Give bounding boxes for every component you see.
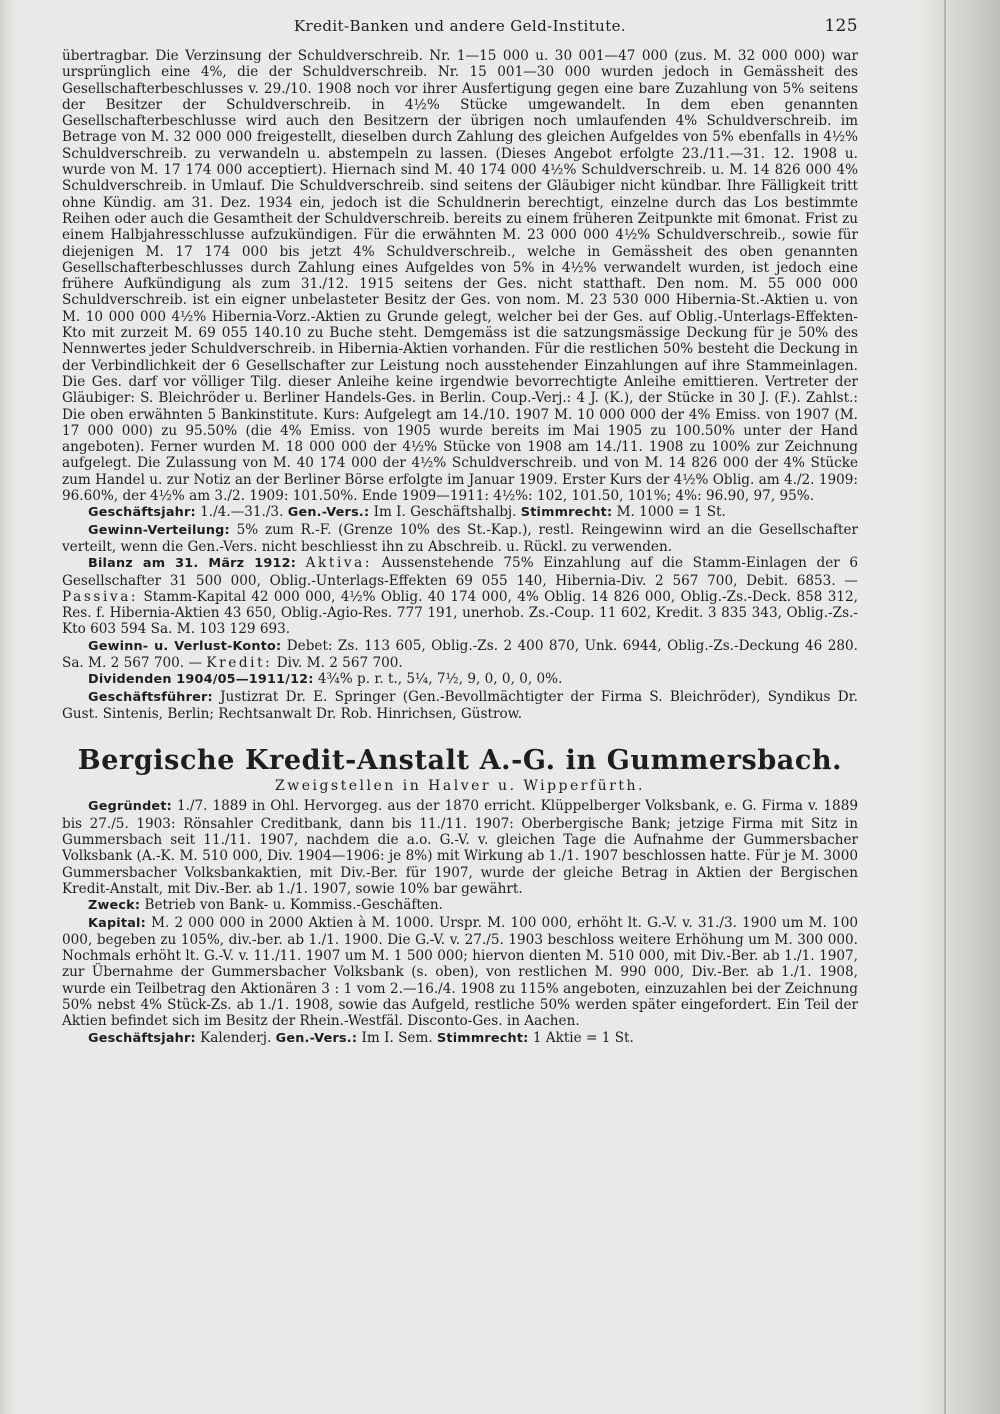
gv-label: Gen.-Vers.: — [275, 1030, 358, 1046]
genvers-value: Im I. Geschäftshalbj. — [369, 504, 521, 521]
bond-description-paragraph: übertragbar. Die Verzinsung der Schuldverschreib. Nr. 1—15 000 u. 30 001—47 000 (zus. M. 32 000 000) war ursprünglich eine 4%, die der Schuldverschreib. Nr. 15 001—30 000 wurden jedoch in Gemässheit des Gesellschafterbeschlusses v. 29./10. 1908 noch vor ihrer Ausfertigung gegen eine bare Zuzahlung von 5% seitens der Besitzer der Schuldverschreib. in 4½% Stücke umgewandelt. In dem eben genannten Gesellschafterbeschlusse wird auch den Besitzern der übrigen noch umlaufenden 4% Schuldverschreib. im Betrage von M. 32 000 000 freigestellt, dieselben durch Zahlung des gleichen Aufgeldes von 5% ebenfalls in 4½% Schuldverschreib. zu verwandeln u. abstempeln zu lassen. (Dieses Angebot erfolgte 23./11.—31. 12. 1908 u. wurde von M. 17 174 000 acceptiert). Hiernach sind M. 40 174 000 4½% Schuldverschreib. u. M. 14 826 000 4% Schuldverschreib. in Umlauf. Die Schuldverschreib. sind seitens der Gläubiger nicht kündbar. Ihre Fälligkeit tritt ohne Kündig. am 31. Dez. 1934 ein, jedoch ist die Schuldnerin berechtigt, einzelne durch das Los bestimmte Reihen oder auch die Gesamtheit der Schuldverschreib. bereits zu einem früheren Zeitpunkte mit 6monat. Frist zu einem Halbjahresschlusse aufzukündigen. Für die erwähnten M. 23 000 000 4½% Schuldverschreib., sowie für diejenigen M. 17 174 000 bis jetzt 4% Schuldverschreib., welche in Gemässheit des oben genannten Gesellschafterbeschlusses durch Zahlung eines Aufgeldes von 5% in 4½% verwandelt wurden, ist jedoch eine frühere Aufkündigung als zum 31./12. 1915 seitens der Ges. nicht statthaft. Den nom. M. 55 000 000 Schuldverschreib. ist ein eigner unbelasteter Besitz der Ges. von nom. M. 23 530 000 Hibernia-St.-Aktien u. von M. 10 000 000 4½% Hibernia-Vorz.-Aktien zu Grunde gelegt, welcher bei der Ges. auf Oblig.-Unterlags-Effekten-Kto mit zurzeit M. 69 055 140.10 zu Buche steht. Demgemäss ist die satzungsmässige Deckung für je 50% des Nennwertes jeder Schuldverschreib. in Hibernia-Aktien vorhanden. Für die restlichen 50% besteht die Deckung in der Verbindlichkeit der 6 Gesellschafter zur Leistung noch ausstehender Einzahlungen auf ihre Stammeinlagen. Die Ges. darf vor völliger Tilg. dieser Anleihe keine irgendwie bevorrechtigte Anleihe emittieren. Vertreter der Gläubiger: S. Bleichröder u. Berliner Handels-Ges. in Berlin. Coup.-Verj.: 4 J. (K.), der Stücke in 30 J. (F.). Zahlst.: Die oben erwähnten 5 Bankinstitute. Kurs: Aufgelegt am 14./10. 1907 M. 10 000 000 der 4% Emiss. von 1907 (M. 17 000 000) zu 95.50% (die 4% Emiss. von 1905 wurde bereits im Mai 1905 zu 100.50% unter der Hand angeboten). Ferner wurden M. 18 000 000 der 4½% Stücke von 1908 am 14./11. 1908 zu 100% zur Zeichnung aufgelegt. Die Zulassung von M. 40 174 000 der 4½% Schuldverschreib. und von M. 14 826 000 der 4% Stücke zum Handel u. zur Notiz an der Berliner Börse erfolgte im Januar 1909. Erster Kurs der 4½% Oblig. am 4./2. 1909: 96.60%, der 4½% am 3./2. 1909: 101.50%. Ende 1909—1911: 4½%: 102, 101.50, 101%; 4%: 96.90, 97, 95%. — [62, 48, 858, 505]
document-page — [62, 18, 858, 1047]
bilanz-paragraph — [62, 555, 858, 637]
kapital-text: M. 2 000 000 in 2000 Aktien à M. 1000. Urspr. M. 100 000, erhöht lt. G.-V. v. 31./3. 1900 um M. 100 000, begeben zu 105%, div.-ber. ab 1./1. 1900. Die G.-V. v. 27./5. 1903 beschloss weitere Erhöhung um M. 300 000. Nochmals erhöht lt. G.-V. v. 11./11. 1907 um M. 1 500 000; hiervon dienten M. 510 000, mit Div.-Ber. ab 1./1. 1907, zur Übernahme der Gummersbacher Volksbank (s. oben), von restlichen M. 990 000, Div.-Ber. ab 1./1. 1908, wurde ein Teilbetrag den Aktionären 3 : 1 vom 2.—16./4. 1908 zu 115% angeboten, einzuzahlen bei der Zeichnung 50% nebst 4% Stück-Zs. ab 1./1. 1908, sowie das Aufgeld, restliche 50% werden später eingefordert. Ein Teil der Aktien befindet sich im Besitz der Rhein.-Westfäl. Disconto-Ges. in Aachen. — [62, 914, 858, 1030]
bilanz-label: Bilanz am 31. März 1912: — [88, 556, 297, 572]
geschaeftsfuehrer-label: Geschäftsführer: — [88, 689, 213, 705]
guv-label: Gewinn- u. Verlust-Konto: — [88, 638, 282, 654]
geschaeftsfuehrer-text: Justizrat Dr. E. Springer (Gen.-Bevollmächtigter der Firma S. Bleichröder), Syndikus Dr. Gust. Sintenis, Berlin; Rechtsanwalt Dr. Rob. Hinrichsen, Güstrow. — [62, 688, 858, 722]
gewinn-label: Gewinn-Verteilung: — [88, 522, 230, 538]
genvers-label: Gen.-Vers.: — [287, 505, 370, 521]
gv-value: Im I. Sem. — [357, 1029, 437, 1046]
kapital-label: Kapital: — [88, 915, 146, 931]
terms-line-2 — [62, 1030, 858, 1047]
scan-left-edge — [0, 0, 14, 1414]
stimmrecht-label: Stimmrecht: — [520, 505, 613, 521]
gegruendet-paragraph — [62, 798, 858, 897]
kapital-paragraph — [62, 915, 858, 1030]
guv-kredit-label: Kredit: — [206, 654, 273, 671]
zweck-text: Betrieb von Bank- u. Kommiss.-Geschäften. — [140, 897, 443, 914]
gewinn-verteilung-paragraph — [62, 522, 858, 556]
sr-label: Stimmrecht: — [436, 1030, 529, 1046]
geschaeftsjahr-value: 1./4.—31./3. — [195, 504, 288, 521]
company-subtitle: Zweigstellen in Halver u. Wipperfürth. — [275, 778, 645, 795]
fiscal-terms-line — [62, 504, 858, 521]
geschaeftsjahr-label: Geschäftsjahr: — [88, 505, 196, 521]
zweck-paragraph — [62, 897, 858, 914]
gegruendet-text: 1./7. 1889 in Ohl. Hervorgeg. aus der 1870 erricht. Klüppelberger Volksbank, e. G. Firma v. 1889 bis 27./5. 1903: Rönsahler Creditbank, dann bis 11./11. 1907: Oberbergische Bank; jetzige Firma mit Sitz in Gummersbach seit 11./11. 1907, nachdem die a.o. G.-V. v. gleichen Tage die Aufnahme der Gummersbacher Volksbank (A.-K. M. 510 000, Div. 1904—1906: je 8%) mit Wirkung ab 1./1. 1907 beschlossen hatte. Für je M. 3000 Gummersbacher Volksbankaktien, mit Div.-Ber. für 1907, wurde der gleiche Betrag in Aktien der Bergischen Kredit-Anstalt, mit Div.-Ber. ab 1./1. 1907, sowie 10% bar gewährt. — [62, 798, 858, 897]
passiva-label: Passiva: — [62, 588, 139, 605]
aktiva-text: Aussenstehende 75% Einzahlung auf die Stamm-Einlagen der 6 Gesellschafter 31 500 000, Oblig.-Unterlags-Effekten 69 055 140, Hibernia-Div. 2 567 700, Debit. 6853. — — [62, 555, 859, 589]
stimmrecht-value: M. 1000 = 1 St. — [612, 504, 726, 521]
guv-paragraph — [62, 638, 858, 672]
passiva-text: Stamm-Kapital 42 000 000, 4½% Oblig. 40 174 000, 4% Oblig. 14 826 000, Oblig.-Zs.-Deck. 858 312, Res. f. Hibernia-Aktien 43 650, Oblig.-Agio-Res. 777 191, unerhob. Zs.-Coup. 11 602, Kredit. 3 835 343, Oblig.-Zs.-Kto 603 594 Sa. M. 103 129 693. — [62, 588, 858, 638]
header-title: Kredit-Banken und andere Geld-Institute. — [293, 17, 627, 35]
guv-kredit-text: Div. M. 2 567 700. — [272, 654, 403, 671]
guv-text: Debet: Zs. 113 605, Oblig.-Zs. 2 400 870, Unk. 6944, Oblig.-Zs.-Deckung 46 280. Sa. M. 2 567 700. — — [62, 637, 858, 671]
gewinn-text: 5% zum R.-F. (Grenze 10% des St.-Kap.), restl. Reingewinn wird an die Gesellschafter verteilt, wenn die Gen.-Vers. nicht beschliesst ihn zu Abschreib. u. Rückl. zu verwenden. — [62, 521, 858, 555]
company-title: Bergische Kredit-Anstalt A.-G. in Gummersbach. — [77, 745, 843, 777]
page-number: 125 — [824, 16, 858, 36]
sr-value: 1 Aktie = 1 St. — [528, 1029, 634, 1046]
scan-right-edge — [922, 0, 1000, 1414]
dividenden-text: 4¾% p. r. t., 5¼, 7½, 9, 0, 0, 0, 0%. — [313, 671, 563, 688]
geschaeftsfuehrer-paragraph — [62, 689, 858, 723]
dividenden-label: Dividenden 1904/05—1911/12: — [88, 672, 314, 688]
zweck-label: Zweck: — [88, 898, 141, 914]
gj-value: Kalenderj. — [195, 1029, 276, 1046]
gj-label: Geschäftsjahr: — [88, 1030, 196, 1046]
running-header — [62, 18, 858, 48]
dividenden-paragraph — [62, 671, 858, 688]
aktiva-label: Aktiva: — [305, 555, 373, 572]
gegruendet-label: Gegründet: — [88, 799, 172, 815]
